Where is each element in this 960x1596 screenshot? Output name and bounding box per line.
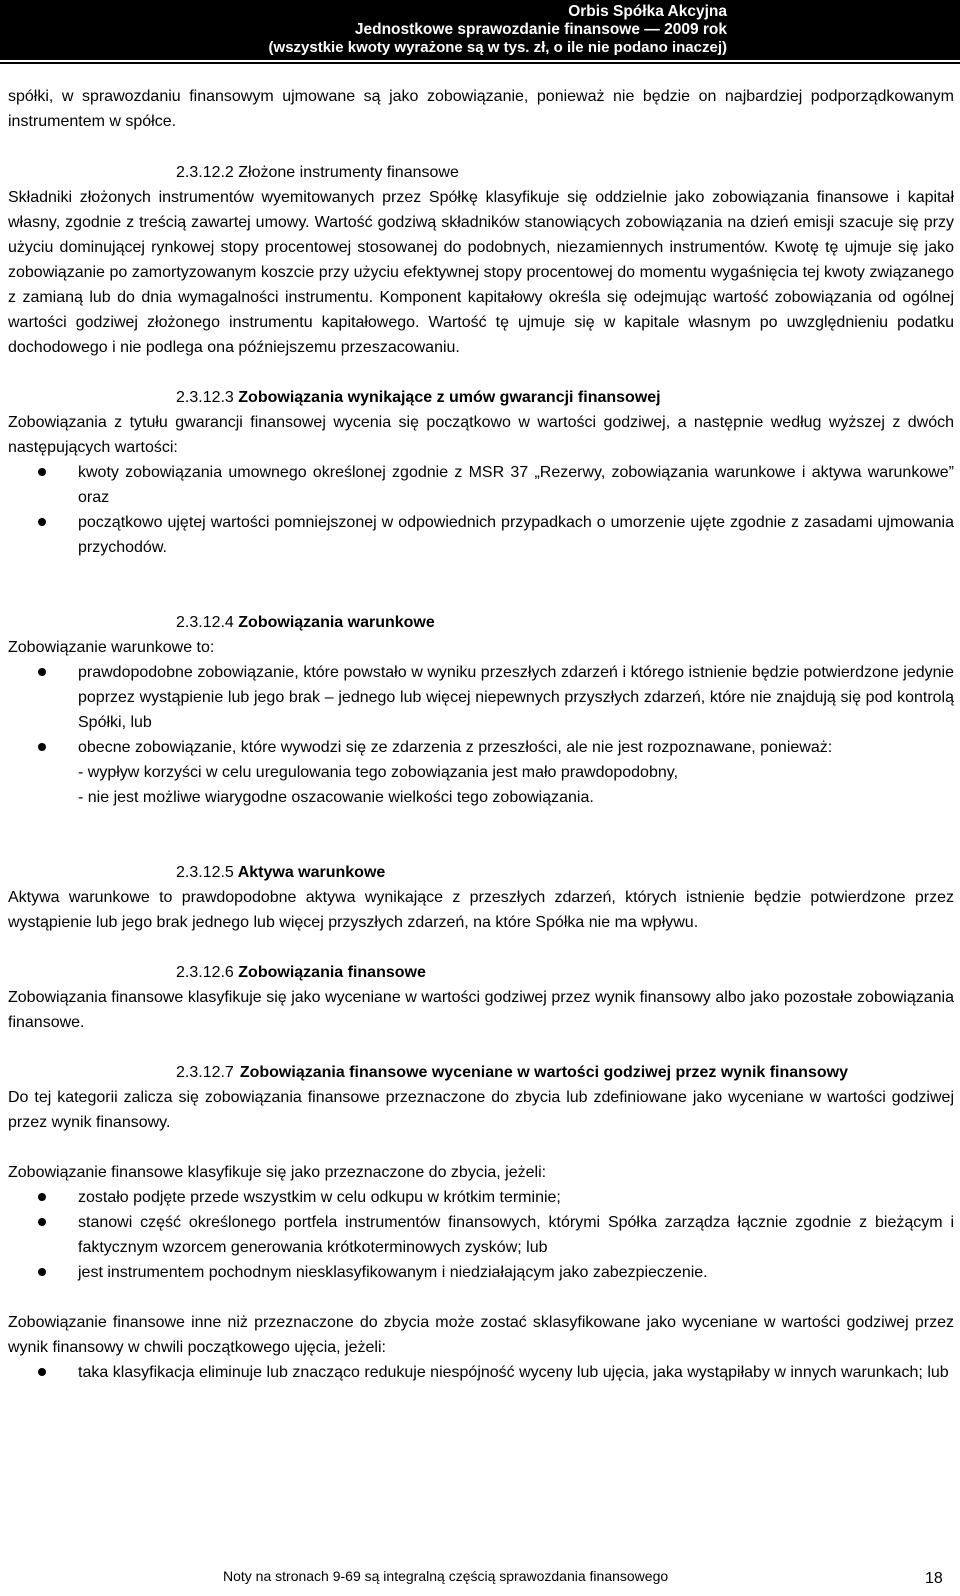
document-body	[8, 78, 954, 1385]
page-number: 18	[925, 1570, 943, 1587]
section-heading-3: 2.3.12.3 Zobowiązania wynikające z umów gwarancji finansowej	[176, 389, 661, 406]
page-header	[0, 0, 960, 60]
section-text-7b: Zobowiązanie finansowe klasyfikuje się jako przeznaczone do zbycia, jeżeli:	[8, 1164, 547, 1181]
footer-note: Noty na stronach 9-69 są integralną częścią sprawozdania finansowego	[223, 1568, 669, 1584]
section-heading-2: 2.3.12.2 Złożone instrumenty finansowe	[176, 164, 459, 181]
bullet-icon	[38, 743, 46, 751]
bullet-icon	[38, 468, 46, 476]
section-heading-7: 2.3.12.7 Zobowiązania finansowe wyceniane w wartości godziwej przez wynik finansowy	[176, 1064, 848, 1081]
section-text-7: Do tej kategorii zalicza się zobowiązania finansowe przeznaczone do zbycia lub zdefiniowane jako wyceniane w wartości godziwej przez wynik finansowy.	[8, 1089, 954, 1131]
report-title: Jednostkowe sprawozdanie finansowe — 2009 rok	[354, 21, 727, 38]
section-text-2: Składniki złożonych instrumentów wyemitowanych przez Spółkę klasyfikuje się oddzielnie jako zobowiązania finansowe i kapitał własny, zgodnie z treścią zawartej umowy. Wartość godziwą składników stanowiących zobowiązania na dzień emisji szacuje się przy użyciu dominującej rynkowej stopy procentowej stosowanej do podobnych, niezamiennych instrumentów. Kwotę tę ujmuje się jako zobowiązanie po zamortyzowanym koszcie przy użyciu efektywnej stopy procentowej do momentu wygaśnięcia tej kwoty związanego z zamianą lub do dnia wymagalności instrumentu. Komponent kapitałowy określa się odejmując wartość zobowiązania od ogólnej wartości godziwej złożonego instrumentu kapitałowego. Wartość tę ujmuje się w kapitale własnym po uwzględnieniu podatku dochodowego i nie podlega ona późniejszemu przeszacowaniu.	[8, 189, 954, 356]
header-divider	[0, 62, 960, 64]
sub-item: - nie jest możliwe wiarygodne oszacowanie wielkości tego zobowiązania.	[78, 789, 594, 806]
list-item: stanowi część określonego portfela instrumentów finansowych, którymi Spółka zarządza łącznie zgodnie z bieżącym i faktycznym wzorcem generowania krótkoterminowych zysków; lub	[8, 1210, 954, 1260]
bullet-list-7b	[8, 1360, 954, 1385]
list-item: prawdopodobne zobowiązanie, które powstało w wyniku przeszłych zdarzeń i którego istnienie będzie potwierdzone jedynie poprzez wystąpienie lub jego brak – jednego lub więcej niepewnych przyszłych zdarzeń, które nie znajdują się pod kontrolą Spółki, lub	[8, 660, 954, 735]
section-text-5: Aktywa warunkowe to prawdopodobne aktywa wynikające z przeszłych zdarzeń, których istnienie będzie potwierdzone przez wystąpienie lub jego brak jednego lub więcej przyszłych zdarzeń, na które Spółka nie ma wpływu.	[8, 889, 954, 931]
list-item: jest instrumentem pochodnym niesklasyfikowanym i niedziałającym jako zabezpieczenie.	[8, 1260, 954, 1285]
sub-item: - wypływ korzyści w celu uregulowania tego zobowiązania jest mało prawdopodobny,	[78, 764, 679, 781]
intro-paragraph: spółki, w sprawozdaniu finansowym ujmowane są jako zobowiązanie, ponieważ nie będzie on najbardziej podporządkowanym instrumentem w spółce.	[8, 88, 954, 130]
section-text-4: Zobowiązanie warunkowe to:	[8, 639, 215, 656]
bullet-list-3	[8, 460, 954, 560]
list-item: taka klasyfikacja eliminuje lub znacząco redukuje niespójność wyceny lub ujęcia, jaka wystąpiłaby w innych warunkach; lub	[8, 1360, 954, 1385]
bullet-icon	[38, 668, 46, 676]
bullet-icon	[38, 1268, 46, 1276]
bullet-icon	[38, 518, 46, 526]
section-text-7c: Zobowiązanie finansowe inne niż przeznaczone do zbycia może zostać sklasyfikowane jako wyceniane w wartości godziwej przez wynik finansowy w chwili początkowego ujęcia, jeżeli:	[8, 1314, 954, 1356]
list-item: zostało podjęte przede wszystkim w celu odkupu w krótkim terminie;	[8, 1185, 954, 1210]
list-item: obecne zobowiązanie, które wywodzi się ze zdarzenia z przeszłości, ale nie jest rozpoznawane, ponieważ:	[8, 735, 954, 760]
section-heading-4: 2.3.12.4 Zobowiązania warunkowe	[176, 614, 435, 631]
bullet-icon	[38, 1193, 46, 1201]
company-name: Orbis Spółka Akcyjna	[568, 3, 727, 20]
list-item: początkowo ujętej wartości pomniejszonej w odpowiednich przypadkach o umorzenie ujęte zgodnie z zasadami ujmowania przychodów.	[8, 510, 954, 560]
list-item: kwoty zobowiązania umownego określonej zgodnie z MSR 37 „Rezerwy, zobowiązania warunkowe i aktywa warunkowe” oraz	[8, 460, 954, 510]
section-text-6: Zobowiązania finansowe klasyfikuje się jako wyceniane w wartości godziwej przez wynik finansowy albo jako pozostałe zobowiązania finansowe.	[8, 989, 954, 1031]
section-heading-5: 2.3.12.5 Aktywa warunkowe	[176, 864, 386, 881]
bullet-icon	[38, 1368, 46, 1376]
bullet-icon	[38, 1218, 46, 1226]
amounts-note: (wszystkie kwoty wyrażone są w tys. zł, o ile nie podano inaczej)	[268, 39, 727, 56]
bullet-list-7	[8, 1185, 954, 1285]
section-heading-6: 2.3.12.6 Zobowiązania finansowe	[176, 964, 426, 981]
bullet-list-4	[8, 660, 954, 760]
section-text-3: Zobowiązania z tytułu gwarancji finansowej wycenia się początkowo w wartości godziwej, a następnie według wyższej z dwóch następujących wartości:	[8, 414, 954, 456]
